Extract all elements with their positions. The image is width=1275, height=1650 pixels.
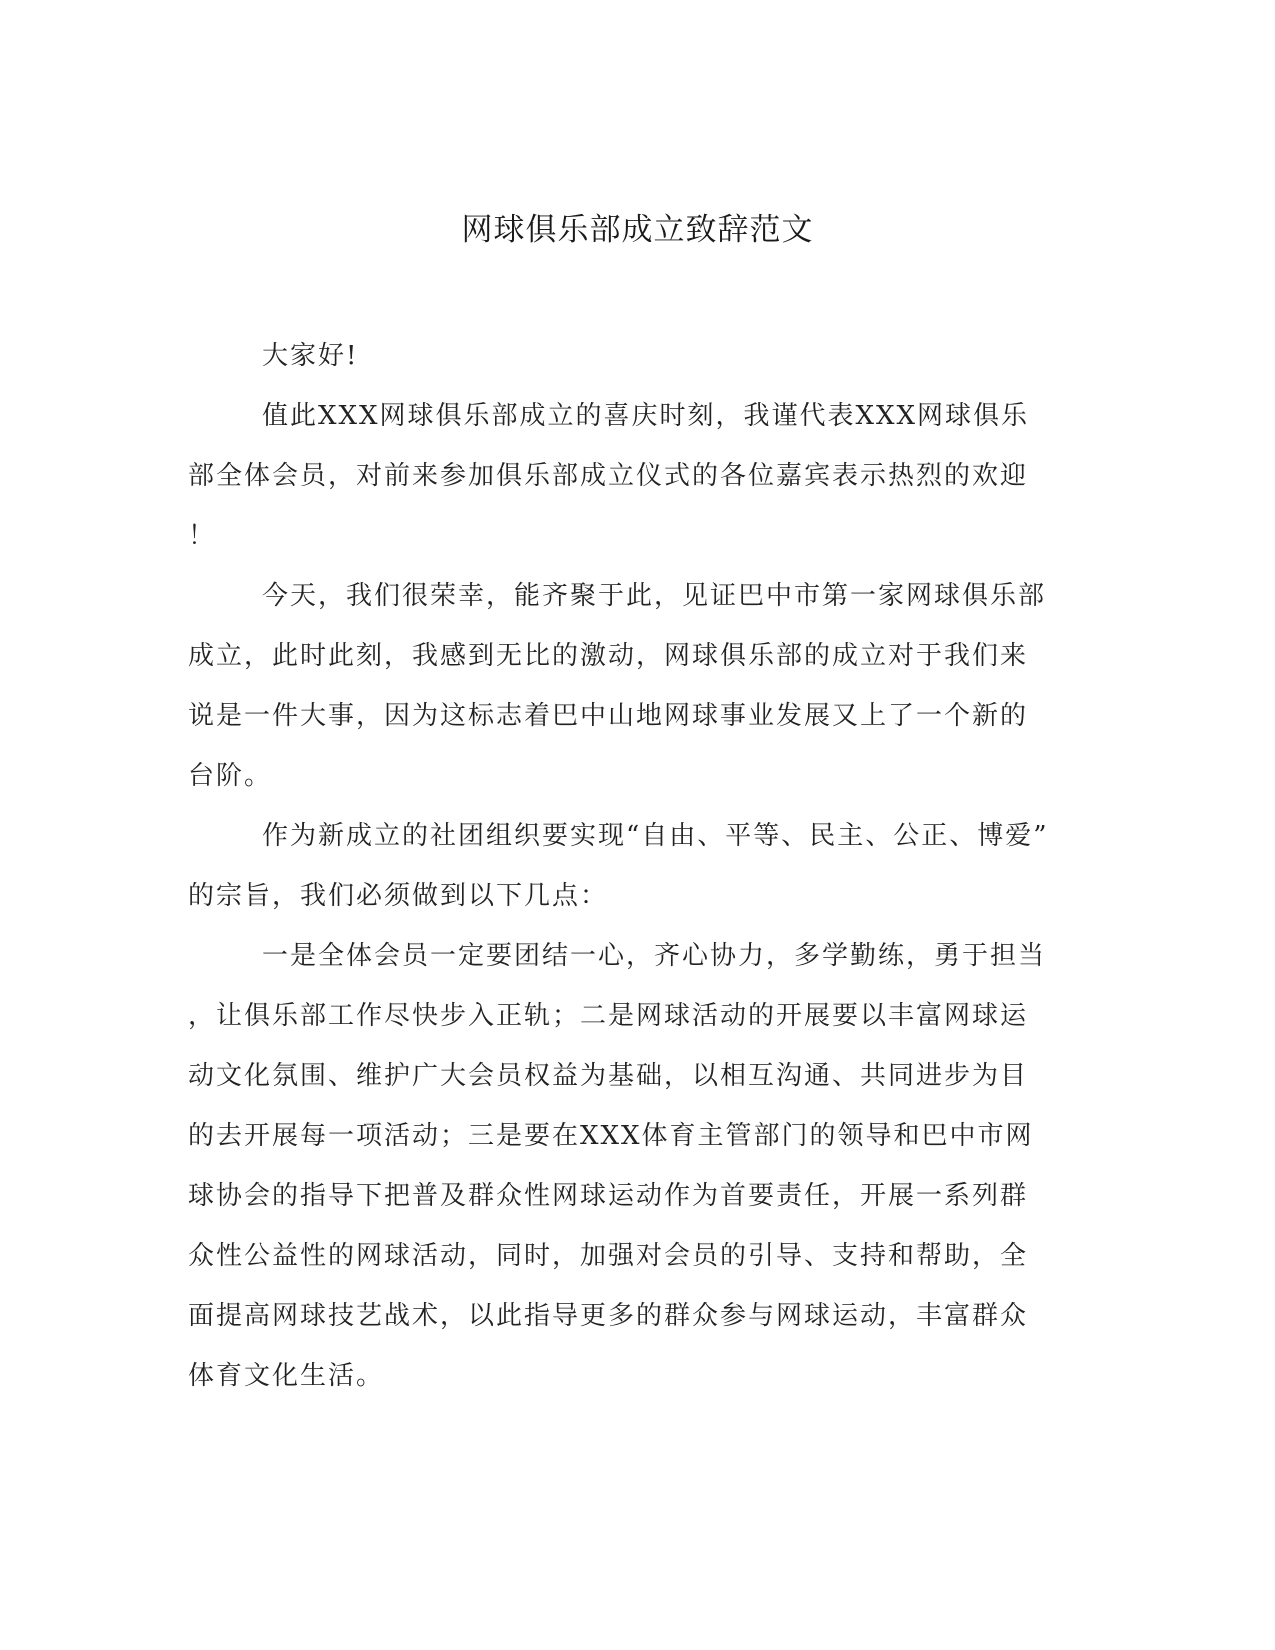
body-line: 成立，此时此刻，我感到无比的激动，网球俱乐部的成立对于我们来	[188, 641, 1029, 671]
body-line: 台阶。	[188, 761, 273, 791]
body-line: 的宗旨，我们必须做到以下几点：	[188, 881, 609, 911]
body-line: 大家好!	[262, 341, 359, 371]
body-line: 的去开展每一项活动；三是要在XXX体育主管部门的领导和巴中市网	[188, 1121, 1034, 1151]
document-title: 网球俱乐部成立致辞范文	[461, 212, 814, 248]
document-body	[188, 326, 1088, 1406]
body-line: 动文化氛围、维护广大会员权益为基础，以相互沟通、共同进步为目	[188, 1061, 1029, 1091]
body-line: 球协会的指导下把普及群众性网球运动作为首要责任，开展一系列群	[188, 1181, 1029, 1211]
body-line: 众性公益性的网球活动，同时，加强对会员的引导、支持和帮助，全	[188, 1241, 1029, 1271]
body-line: ！	[188, 521, 217, 551]
body-line: 体育文化生活。	[188, 1361, 385, 1391]
body-line: 说是一件大事，因为这标志着巴中山地网球事业发展又上了一个新的	[188, 701, 1029, 731]
body-line: 面提高网球技艺战术，以此指导更多的群众参与网球运动，丰富群众	[188, 1301, 1029, 1331]
body-line: 部全体会员，对前来参加俱乐部成立仪式的各位嘉宾表示热烈的欢迎	[188, 461, 1029, 491]
body-line: 今天，我们很荣幸，能齐聚于此，见证巴中市第一家网球俱乐部	[262, 581, 1047, 611]
body-line: 作为新成立的社团组织要实现“自由、平等、民主、公正、博爱”	[262, 821, 1049, 851]
body-line: ，让俱乐部工作尽快步入正轨；二是网球活动的开展要以丰富网球运	[188, 1001, 1029, 1031]
body-line: 一是全体会员一定要团结一心，齐心协力，多学勤练，勇于担当	[262, 941, 1047, 971]
body-line: 值此XXX网球俱乐部成立的喜庆时刻，我谨代表XXX网球俱乐	[262, 401, 1030, 431]
